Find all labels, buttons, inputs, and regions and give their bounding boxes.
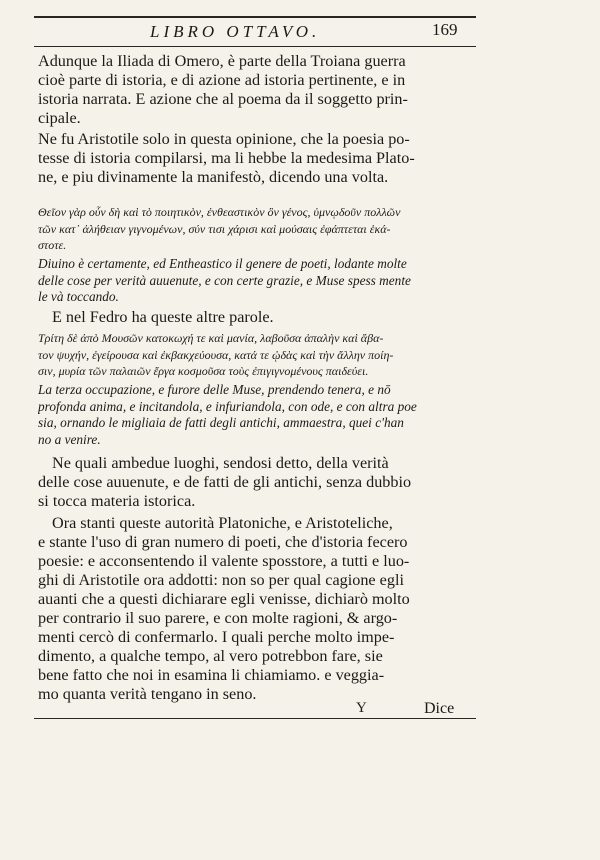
greek-line: τῶν κατ᾽ ἀλήθειαν γιγνομένων, σύν τισι χάρισι καὶ μούσαις ἐφάπτεται ἑκά- [38, 221, 391, 236]
text-line: cipale. [38, 109, 81, 127]
text-line: delle cose auuenute, e de fatti de gli antichi, senza dubbio [38, 473, 412, 491]
text-line: poesie: e acconsentendo il valente sposstore, a tutti e luo- [38, 552, 410, 570]
italic-line: profonda anima, e incitandola, e infuriandola, con ode, e con altra poe [38, 398, 417, 414]
text-line: ne, e piu divinamente la manifestò, dicendo una volta. [38, 168, 389, 186]
text-line: ghi di Aristotile ora addotti: non so per qual cagione egli [38, 571, 404, 589]
text-line: e stante l'uso di gran numero di poeti, che d'istoria fecero [38, 533, 408, 551]
greek-line: τον ψυχήν, ἐγείρουσα καὶ ἐκβακχεύουσα, κατά τε ᾠδὰς καὶ τὴν ἄλλην ποίη- [38, 347, 394, 362]
paragraph-4 [38, 514, 478, 704]
header-rule [34, 46, 476, 47]
greek-line: Τρίτη δὲ ἀπὸ Μουσῶν κατοκωχή τε καὶ μανία, λαβοῦσα ἁπαλὴν καὶ ἄβα- [38, 331, 384, 345]
text-line: dimento, a qualche tempo, al vero potrebbon fare, sie [38, 647, 383, 665]
footer-rule [34, 718, 476, 719]
text-line: si tocca materia istorica. [38, 492, 196, 510]
intro-line-block [38, 308, 478, 327]
paragraph-3 [38, 454, 478, 511]
italic-translation-2 [38, 382, 478, 448]
italic-line: delle cose per verità auuenute, e con certe grazie, e Muse spess mente [38, 272, 411, 288]
text-line: Ne fu Aristotile solo in questa opinione, che la poesia po- [38, 130, 410, 148]
intro-line: E nel Fedro ha queste altre parole. [52, 308, 274, 326]
text-line: istoria narrata. E azione che al poema da il soggetto prin- [38, 90, 408, 108]
page-number: 169 [432, 20, 458, 39]
text-line: Ne quali ambedue luoghi, sendosi detto, della verità [52, 454, 389, 472]
greek-quote-2 [38, 330, 478, 380]
text-line: Adunque la Iliada di Omero, è parte della Troiana guerra [38, 52, 406, 70]
text-line: Ora stanti queste autorità Platoniche, e Aristoteliche, [52, 514, 393, 532]
running-head: LIBRO OTTAVO. [150, 22, 321, 41]
text-line: menti cercò di confermarlo. I quali perche molto impe- [38, 628, 395, 646]
paragraph-1 [38, 52, 478, 128]
greek-line: Θεῖον γὰρ οὖν δὴ καὶ τὸ ποιητικὸν, ἐνθεαστικὸν ὂν γένος, ὑμνῳδοῦν πολλῶν [38, 205, 401, 219]
top-border-rule [34, 16, 476, 18]
italic-line: no a venire. [38, 431, 101, 447]
italic-translation-1 [38, 256, 478, 306]
italic-line: La terza occupazione, e furore delle Muse, prendendo tenera, e nō [38, 382, 391, 397]
greek-line: στοτε. [38, 238, 67, 252]
text-line: cioè parte di istoria, e di azione ad istoria pertinente, e in [38, 71, 406, 89]
text-line: per contrario il suo parere, e con molte ragioni, & argo- [38, 609, 398, 627]
text-line: auanti che a questi dichiarare egli venisse, dichiarò molto [38, 590, 410, 608]
italic-line: le và toccando. [38, 289, 119, 304]
greek-quote-1 [38, 204, 478, 254]
text-line: tesse di istoria compilarsi, ma li hebbe la medesima Plato- [38, 149, 415, 167]
italic-line: Diuino è certamente, ed Entheastico il genere de poeti, lodante molte [38, 256, 407, 271]
signature-mark: Y [356, 700, 367, 716]
paragraph-2 [38, 130, 478, 187]
greek-line: σιν, μυρία τῶν παλαιῶν ἔργα κοσμοῦσα τοὺς ἐπιγιγνομένους παιδεύει. [38, 364, 369, 378]
catchword: Dice [424, 700, 455, 717]
text-line: mo quanta verità tengano in seno. [38, 685, 257, 703]
text-line: bene fatto che noi in esamina li chiamiamo. e veggia- [38, 666, 385, 684]
italic-line: sia, ornando le migliaia de fatti degli antichi, ammaestra, quei c'han [38, 415, 404, 430]
